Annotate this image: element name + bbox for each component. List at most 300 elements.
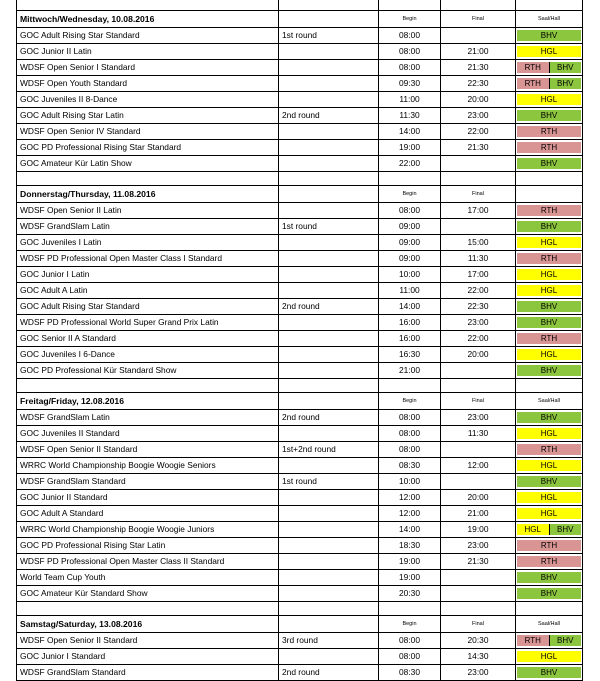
event-hall: [516, 474, 583, 490]
event-name: WDSF GrandSlam Standard: [17, 474, 279, 490]
event-final: 21:30: [441, 140, 516, 156]
event-row: [17, 586, 583, 602]
event-final: [441, 363, 516, 379]
day-title: Freitag/Friday, 12.08.2016: [17, 393, 279, 410]
hall-header: Saal/Hall: [516, 393, 583, 410]
day-title: Mittwoch/Wednesday, 10.08.2016: [17, 11, 279, 28]
hall-tags: [517, 62, 581, 73]
event-final: 23:00: [441, 410, 516, 426]
event-name: WRRC World Championship Boogie Woogie Juniors: [17, 522, 279, 538]
event-round: [279, 649, 379, 665]
hall-tag-rth: RTH: [517, 142, 581, 153]
hall-tags: [517, 269, 581, 280]
event-name: GOC Adult A Latin: [17, 283, 279, 299]
event-begin: 08:00: [379, 28, 441, 44]
event-round: [279, 554, 379, 570]
event-final: 17:00: [441, 267, 516, 283]
hall-tag-bhv: BHV: [517, 317, 581, 328]
event-name: WDSF GrandSlam Standard: [17, 665, 279, 681]
event-row: [17, 108, 583, 124]
event-round: [279, 235, 379, 251]
event-final: 14:30: [441, 649, 516, 665]
hall-tags: [517, 540, 581, 551]
event-begin: 09:00: [379, 251, 441, 267]
event-hall: [516, 442, 583, 458]
event-name: GOC Juveniles I 6-Dance: [17, 347, 279, 363]
hall-tag-rth: RTH: [517, 333, 581, 344]
event-final: 20:30: [441, 633, 516, 649]
event-final: 17:00: [441, 203, 516, 219]
event-begin: 09:30: [379, 76, 441, 92]
event-name: GOC Senior II A Standard: [17, 331, 279, 347]
event-final: 23:00: [441, 538, 516, 554]
event-row: [17, 140, 583, 156]
spacer-row: [17, 602, 583, 616]
name-cell: [17, 602, 279, 616]
hall-tags: [517, 365, 581, 376]
event-final: [441, 474, 516, 490]
hall-tag-rth: RTH: [517, 253, 581, 264]
event-row: [17, 458, 583, 474]
event-hall: [516, 554, 583, 570]
event-row: [17, 474, 583, 490]
round-header: [279, 11, 379, 28]
event-begin: 10:00: [379, 267, 441, 283]
event-hall: [516, 267, 583, 283]
round-cell: [279, 379, 379, 393]
hall-tag-bhv: BHV: [517, 412, 581, 423]
event-name: WDSF Open Senior II Latin: [17, 203, 279, 219]
hall-tag-rth: RTH: [517, 444, 581, 455]
event-hall: [516, 156, 583, 172]
event-row: [17, 426, 583, 442]
round-header: [279, 186, 379, 203]
final-header: Final: [441, 393, 516, 410]
event-final: 20:00: [441, 92, 516, 108]
event-name: GOC Adult A Standard: [17, 506, 279, 522]
hall-tag-rth: RTH: [517, 126, 581, 137]
hall-tags: [517, 253, 581, 264]
hall-tags: [517, 572, 581, 583]
event-hall: [516, 410, 583, 426]
event-begin: 19:00: [379, 570, 441, 586]
hall-tag-hgl: HGL: [517, 237, 581, 248]
event-name: GOC Junior II Standard: [17, 490, 279, 506]
event-name: WDSF PD Professional World Super Grand Prix Latin: [17, 315, 279, 331]
event-name: GOC Amateur Kür Latin Show: [17, 156, 279, 172]
event-final: 21:30: [441, 60, 516, 76]
spacer-row: [17, 379, 583, 393]
final-header: Final: [441, 11, 516, 28]
hall-tags: [517, 524, 581, 535]
event-begin: 10:00: [379, 474, 441, 490]
hall-tags: [517, 460, 581, 471]
event-hall: [516, 347, 583, 363]
event-final: [441, 586, 516, 602]
hall-tags: [517, 221, 581, 232]
event-row: [17, 363, 583, 379]
day-title: Samstag/Saturday, 13.08.2016: [17, 616, 279, 633]
event-round: 2nd round: [279, 410, 379, 426]
begin-header: Begin: [379, 393, 441, 410]
round-header: [279, 616, 379, 633]
event-final: [441, 570, 516, 586]
event-name: GOC Adult Rising Star Standard: [17, 28, 279, 44]
event-round: [279, 156, 379, 172]
event-begin: 09:00: [379, 219, 441, 235]
event-row: [17, 570, 583, 586]
event-hall: [516, 140, 583, 156]
hall-tags: [517, 476, 581, 487]
event-final: 19:00: [441, 522, 516, 538]
hall-tags: [517, 30, 581, 41]
event-begin: 08:00: [379, 633, 441, 649]
final-header: Final: [441, 186, 516, 203]
event-name: GOC Amateur Kür Standard Show: [17, 586, 279, 602]
hall-tags: [517, 205, 581, 216]
event-row: [17, 299, 583, 315]
event-hall: [516, 299, 583, 315]
round-cell: [279, 172, 379, 186]
hall-tag-rth: RTH: [517, 62, 549, 73]
event-round: [279, 347, 379, 363]
event-begin: 11:30: [379, 108, 441, 124]
event-name: WRRC World Championship Boogie Woogie Seniors: [17, 458, 279, 474]
hall-tag-hgl: HGL: [517, 651, 581, 662]
hall-tag-hgl: HGL: [517, 460, 581, 471]
event-final: 23:00: [441, 108, 516, 124]
event-row: [17, 92, 583, 108]
hall-tag-bhv: BHV: [549, 62, 582, 73]
event-begin: 08:30: [379, 458, 441, 474]
hall-header: Saal/Hall: [516, 11, 583, 28]
event-round: [279, 44, 379, 60]
event-row: [17, 442, 583, 458]
hall-tags: [517, 508, 581, 519]
event-row: [17, 554, 583, 570]
event-name: GOC Junior I Latin: [17, 267, 279, 283]
hall-tags: [517, 651, 581, 662]
hall-tag-rth: RTH: [517, 78, 549, 89]
hall-tag-bhv: BHV: [517, 572, 581, 583]
event-hall: [516, 649, 583, 665]
event-hall: [516, 76, 583, 92]
hall-tag-rth: RTH: [517, 635, 549, 646]
event-round: [279, 490, 379, 506]
event-begin: 09:00: [379, 235, 441, 251]
event-begin: 08:00: [379, 410, 441, 426]
event-round: [279, 586, 379, 602]
hall-tag-hgl: HGL: [517, 269, 581, 280]
event-row: [17, 347, 583, 363]
event-begin: 11:00: [379, 92, 441, 108]
event-hall: [516, 538, 583, 554]
event-row: [17, 60, 583, 76]
hall-tags: [517, 142, 581, 153]
hall-tag-bhv: BHV: [517, 476, 581, 487]
begin-cell: [379, 0, 441, 11]
event-hall: [516, 219, 583, 235]
event-round: [279, 140, 379, 156]
hall-tag-hgl: HGL: [517, 524, 549, 535]
event-round: [279, 283, 379, 299]
event-round: 1st round: [279, 28, 379, 44]
spacer-row: [17, 0, 583, 11]
event-begin: 19:00: [379, 554, 441, 570]
event-name: WDSF PD Professional Open Master Class I Standard: [17, 251, 279, 267]
event-row: [17, 315, 583, 331]
event-hall: [516, 283, 583, 299]
hall-tag-bhv: BHV: [517, 588, 581, 599]
event-hall: [516, 235, 583, 251]
event-name: WDSF PD Professional Open Master Class II Standard: [17, 554, 279, 570]
event-final: [441, 28, 516, 44]
event-begin: 08:00: [379, 426, 441, 442]
name-cell: [17, 172, 279, 186]
event-row: [17, 203, 583, 219]
event-final: 22:30: [441, 299, 516, 315]
event-final: 11:30: [441, 251, 516, 267]
hall-cell: [516, 602, 583, 616]
event-row: [17, 538, 583, 554]
hall-tags: [517, 444, 581, 455]
hall-tags: [517, 285, 581, 296]
event-final: [441, 442, 516, 458]
event-final: 15:00: [441, 235, 516, 251]
hall-tag-bhv: BHV: [517, 158, 581, 169]
event-final: 21:00: [441, 44, 516, 60]
event-round: [279, 92, 379, 108]
event-row: [17, 124, 583, 140]
schedule-sheet: [16, 0, 582, 681]
event-begin: 14:00: [379, 124, 441, 140]
event-round: [279, 363, 379, 379]
event-begin: 08:00: [379, 60, 441, 76]
event-hall: [516, 426, 583, 442]
event-round: 1st round: [279, 219, 379, 235]
event-hall: [516, 522, 583, 538]
event-final: 23:00: [441, 665, 516, 681]
hall-tags: [517, 428, 581, 439]
event-round: [279, 267, 379, 283]
day-title: Donnerstag/Thursday, 11.08.2016: [17, 186, 279, 203]
hall-tags: [517, 556, 581, 567]
event-final: [441, 219, 516, 235]
event-begin: 14:00: [379, 522, 441, 538]
event-round: [279, 506, 379, 522]
event-row: [17, 28, 583, 44]
event-row: [17, 283, 583, 299]
begin-cell: [379, 172, 441, 186]
event-name: WDSF Open Youth Standard: [17, 76, 279, 92]
event-hall: [516, 570, 583, 586]
event-name: World Team Cup Youth: [17, 570, 279, 586]
event-begin: 19:00: [379, 140, 441, 156]
event-begin: 22:00: [379, 156, 441, 172]
event-round: [279, 538, 379, 554]
schedule-table: [16, 0, 583, 681]
event-name: WDSF GrandSlam Latin: [17, 219, 279, 235]
hall-tag-rth: RTH: [517, 556, 581, 567]
event-name: GOC PD Professional Kür Standard Show: [17, 363, 279, 379]
event-round: [279, 458, 379, 474]
event-hall: [516, 108, 583, 124]
event-hall: [516, 28, 583, 44]
event-begin: 12:00: [379, 506, 441, 522]
event-round: 1st round: [279, 474, 379, 490]
hall-tags: [517, 667, 581, 678]
event-round: 2nd round: [279, 108, 379, 124]
spacer-row: [17, 172, 583, 186]
event-begin: 08:00: [379, 442, 441, 458]
final-cell: [441, 602, 516, 616]
event-row: [17, 522, 583, 538]
event-begin: 08:00: [379, 649, 441, 665]
begin-header: Begin: [379, 186, 441, 203]
event-name: WDSF Open Senior II Standard: [17, 442, 279, 458]
event-row: [17, 506, 583, 522]
event-row: [17, 410, 583, 426]
event-final: 21:30: [441, 554, 516, 570]
hall-tag-hgl: HGL: [517, 508, 581, 519]
event-row: [17, 219, 583, 235]
event-round: 2nd round: [279, 665, 379, 681]
event-round: [279, 315, 379, 331]
event-begin: 16:00: [379, 315, 441, 331]
hall-tag-hgl: HGL: [517, 349, 581, 360]
event-name: GOC Adult Rising Star Standard: [17, 299, 279, 315]
hall-tag-bhv: BHV: [517, 221, 581, 232]
event-begin: 08:00: [379, 203, 441, 219]
day-header-row: [17, 616, 583, 633]
day-header-row: [17, 393, 583, 410]
hall-tags: [517, 94, 581, 105]
event-hall: [516, 315, 583, 331]
event-final: 21:00: [441, 506, 516, 522]
event-hall: [516, 92, 583, 108]
event-round: 1st+2nd round: [279, 442, 379, 458]
event-hall: [516, 363, 583, 379]
begin-cell: [379, 379, 441, 393]
hall-cell: [516, 0, 583, 11]
event-final: 23:00: [441, 315, 516, 331]
event-begin: 21:00: [379, 363, 441, 379]
event-name: GOC PD Professional Rising Star Latin: [17, 538, 279, 554]
hall-tag-hgl: HGL: [517, 46, 581, 57]
final-cell: [441, 0, 516, 11]
event-name: GOC PD Professional Rising Star Standard: [17, 140, 279, 156]
name-cell: [17, 379, 279, 393]
event-row: [17, 665, 583, 681]
event-round: [279, 203, 379, 219]
event-name: GOC Junior I Standard: [17, 649, 279, 665]
hall-header: Saal/Hall: [516, 616, 583, 633]
event-hall: [516, 124, 583, 140]
event-name: GOC Junior II Latin: [17, 44, 279, 60]
event-row: [17, 490, 583, 506]
begin-cell: [379, 602, 441, 616]
hall-tags: [517, 588, 581, 599]
event-row: [17, 267, 583, 283]
event-final: 22:00: [441, 331, 516, 347]
event-row: [17, 156, 583, 172]
day-header-row: [17, 11, 583, 28]
event-row: [17, 251, 583, 267]
hall-tags: [517, 78, 581, 89]
event-begin: 12:00: [379, 490, 441, 506]
event-name: GOC Adult Rising Star Latin: [17, 108, 279, 124]
hall-tags: [517, 635, 581, 646]
hall-tag-bhv: BHV: [549, 524, 582, 535]
event-hall: [516, 251, 583, 267]
hall-tag-hgl: HGL: [517, 285, 581, 296]
event-name: GOC Juveniles II Standard: [17, 426, 279, 442]
hall-tag-bhv: BHV: [549, 78, 582, 89]
event-hall: [516, 586, 583, 602]
begin-header: Begin: [379, 616, 441, 633]
hall-tags: [517, 412, 581, 423]
name-cell: [17, 0, 279, 11]
event-hall: [516, 331, 583, 347]
event-row: [17, 331, 583, 347]
hall-tag-bhv: BHV: [517, 110, 581, 121]
hall-tag-bhv: BHV: [517, 301, 581, 312]
event-round: [279, 60, 379, 76]
event-hall: [516, 458, 583, 474]
event-row: [17, 633, 583, 649]
event-name: WDSF Open Senior I Standard: [17, 60, 279, 76]
hall-tags: [517, 126, 581, 137]
hall-header: [516, 186, 583, 203]
event-round: 3rd round: [279, 633, 379, 649]
event-name: GOC Juveniles II 8-Dance: [17, 92, 279, 108]
event-hall: [516, 44, 583, 60]
event-round: [279, 426, 379, 442]
event-row: [17, 44, 583, 60]
event-begin: 08:00: [379, 44, 441, 60]
hall-tags: [517, 317, 581, 328]
hall-tag-hgl: HGL: [517, 492, 581, 503]
event-round: [279, 570, 379, 586]
event-begin: 20:30: [379, 586, 441, 602]
event-final: 22:30: [441, 76, 516, 92]
hall-tags: [517, 333, 581, 344]
event-hall: [516, 60, 583, 76]
hall-cell: [516, 379, 583, 393]
event-final: 12:00: [441, 458, 516, 474]
event-row: [17, 649, 583, 665]
hall-tag-hgl: HGL: [517, 94, 581, 105]
event-final: 20:00: [441, 490, 516, 506]
event-name: WDSF Open Senior II Standard: [17, 633, 279, 649]
hall-tags: [517, 237, 581, 248]
event-row: [17, 235, 583, 251]
hall-tags: [517, 110, 581, 121]
event-hall: [516, 490, 583, 506]
event-round: 2nd round: [279, 299, 379, 315]
final-header: Final: [441, 616, 516, 633]
event-begin: 18:30: [379, 538, 441, 554]
hall-tags: [517, 301, 581, 312]
event-hall: [516, 203, 583, 219]
event-row: [17, 76, 583, 92]
event-name: GOC Juveniles I Latin: [17, 235, 279, 251]
hall-tag-bhv: BHV: [517, 30, 581, 41]
event-round: [279, 331, 379, 347]
event-begin: 11:00: [379, 283, 441, 299]
event-begin: 08:30: [379, 665, 441, 681]
event-hall: [516, 633, 583, 649]
